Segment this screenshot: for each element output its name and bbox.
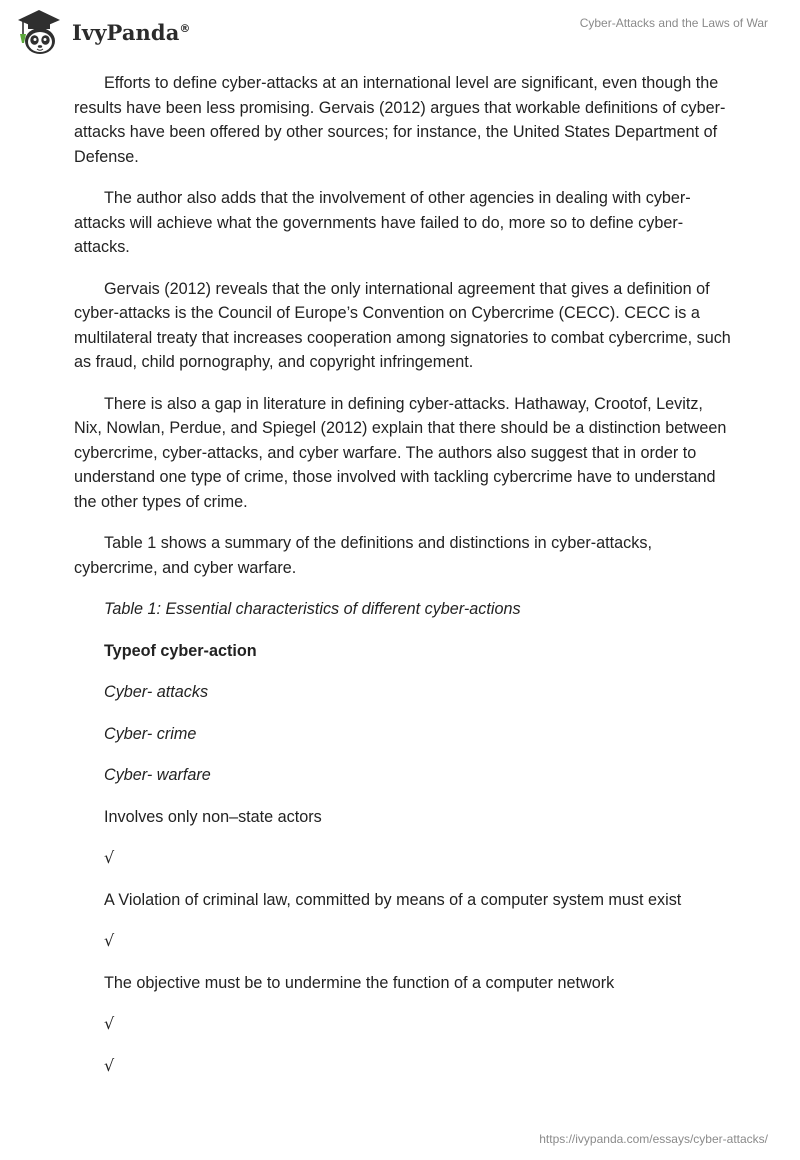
check-mark: √ <box>104 931 115 950</box>
paragraph: Gervais (2012) reveals that the only international agreement that gives a definition of cyber-attacks is the Council of Europe’s Convention on Cybercrime (CECC). CECC is a multilateral treaty that increases cooperation among signatories to combat cybercrime, such as fraud, child pornography, and copyright infringement. <box>74 279 731 371</box>
document-title: Cyber-Attacks and the Laws of War <box>579 16 768 30</box>
table-caption: Table 1: Essential characteristics of different cyber-actions <box>104 600 521 618</box>
check-mark: √ <box>104 1055 115 1075</box>
registered-mark: ® <box>179 21 191 35</box>
paragraph: The author also adds that the involvement of other agencies in dealing with cyber-attacks will achieve what the governments have failed to do, more so to define cyber-attacks. <box>74 189 691 256</box>
panda-graduate-icon <box>14 8 64 58</box>
table-header-cell: Typeof cyber-action <box>104 641 257 660</box>
ivypanda-logo[interactable] <box>14 8 191 58</box>
table-row-label: A Violation of criminal law, committed by means of a computer system must exist <box>104 890 682 909</box>
source-url[interactable]: https://ivypanda.com/essays/cyber-attacks/ <box>539 1132 768 1146</box>
table-row-label: The objective must be to undermine the function of a computer network <box>104 973 615 992</box>
table-row-label: Involves only non–state actors <box>104 807 322 826</box>
table-column-header: Cyber- warfare <box>104 766 211 784</box>
brand-name: IvyPanda® <box>72 19 191 45</box>
table-column-header: Cyber- attacks <box>104 683 209 701</box>
paragraph: Efforts to define cyber-attacks at an international level are significant, even though the results have been less promising. Gervais (2012) argues that workable definitions of cyber-attacks have been offered by other sources; for instance, the United States Department of Defense. <box>74 74 726 166</box>
check-mark: √ <box>104 1014 115 1033</box>
essay-body <box>74 71 734 1095</box>
check-mark: √ <box>104 848 115 867</box>
paragraph: Table 1 shows a summary of the definitions and distinctions in cyber-attacks, cybercrime, and cyber warfare. <box>74 534 652 577</box>
paragraph: There is also a gap in literature in defining cyber-attacks. Hathaway, Crootof, Levitz, Nix, Nowlan, Perdue, and Spiegel (2012) explain that there should be a distinction between cybercrime, cyber-attacks, and cyber warfare. The authors also suggest that in order to understand one type of crime, those involved with tackling cybercrime have to understand the other types of crime. <box>74 394 727 511</box>
table-column-header: Cyber- crime <box>104 724 197 743</box>
page-header <box>0 0 800 60</box>
